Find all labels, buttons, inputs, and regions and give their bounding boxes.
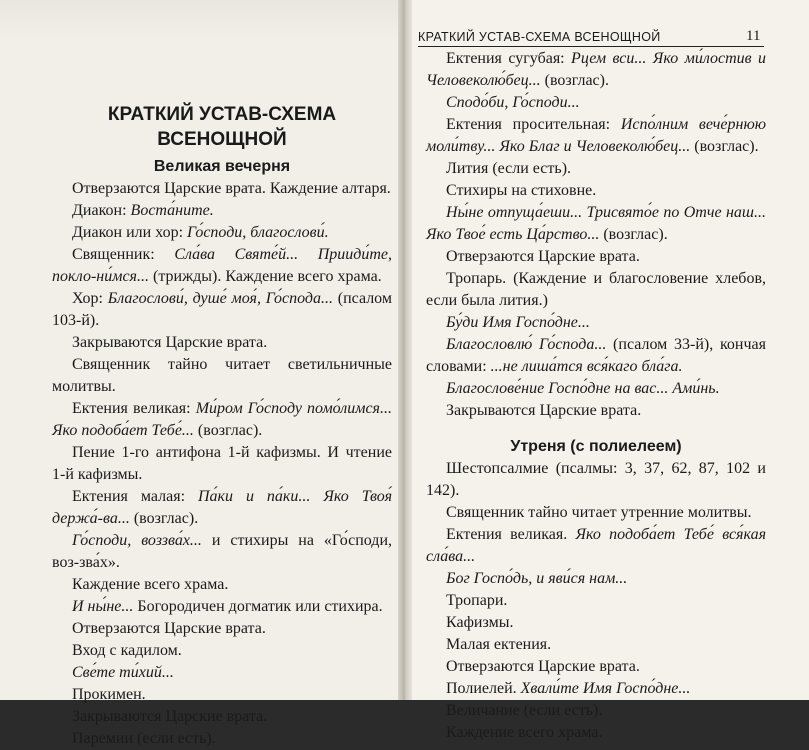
plain-text: Отверзаются Царские врата. [446, 248, 640, 265]
liturgical-text: И ны́не... [72, 598, 134, 615]
plain-text: Вход с кадилом. [72, 642, 182, 659]
liturgical-text: Го́споди, воззва́х... [72, 532, 202, 549]
liturgical-text: Воста́ните. [130, 202, 214, 219]
plain-text: (псалом 103-й). [52, 290, 392, 329]
text-paragraph [426, 524, 766, 568]
plain-text: (возглас). [540, 72, 609, 89]
plain-text: Богородичен догматик или стихира. [133, 598, 383, 615]
plain-text: (трижды). Каждение всего храма. [149, 268, 382, 285]
plain-text: Стихиры на стиховне. [446, 182, 597, 199]
liturgical-text: Рцем вси... Яко ми́лостив и Человеколю́бец... [426, 50, 767, 89]
text-paragraph [426, 180, 766, 202]
text-paragraph [426, 246, 766, 268]
text-paragraph [426, 312, 766, 334]
plain-text: Пение 1-го антифона 1-й кафизмы. И чтение 1-й кафизмы. [52, 444, 392, 483]
text-paragraph [426, 268, 766, 312]
plain-text: Закрываются Царские врата. [72, 334, 268, 351]
plain-text: Полиелей. [446, 680, 521, 697]
plain-text: Священник тайно читает утренние молитвы. [446, 504, 752, 521]
plain-text: (псалом 33-й), кончая словами: [426, 336, 767, 375]
text-paragraph [426, 722, 766, 744]
liturgical-text: Хвали́те Имя Госпо́дне... [520, 680, 691, 697]
plain-text: Тропарь. (Каждение и благословение хлебов, если была лития.) [426, 270, 766, 309]
plain-text: Каждение всего храма. [72, 576, 229, 593]
text-paragraph [52, 662, 392, 684]
text-paragraph [426, 678, 766, 700]
text-paragraph [426, 48, 766, 92]
right-text-body-top [426, 48, 766, 422]
right-column [426, 48, 766, 744]
text-paragraph [426, 502, 766, 524]
text-paragraph [426, 700, 766, 722]
plain-text: Величание (если есть). [446, 702, 603, 719]
text-paragraph [426, 378, 766, 400]
text-paragraph [426, 158, 766, 180]
plain-text: Ектения малая: [72, 488, 198, 505]
plain-text: Каждение всего храма. [446, 724, 603, 741]
text-paragraph [52, 244, 392, 288]
plain-text: и стихиры на «Го́споди, воз-зва́х». [52, 532, 393, 571]
plain-text: (возглас). [690, 138, 759, 155]
text-paragraph [52, 332, 392, 354]
plain-text: Диакон или хор: [72, 224, 188, 241]
text-paragraph [52, 486, 392, 530]
text-paragraph [426, 202, 766, 246]
plain-text: (возглас). [599, 226, 668, 243]
text-paragraph [52, 200, 392, 222]
plain-text: Священник: [72, 246, 175, 263]
text-paragraph [52, 728, 392, 750]
text-paragraph [52, 596, 392, 618]
book-gutter [398, 0, 412, 700]
liturgical-text: Благослови́, душе́ моя́, Го́спода... [107, 290, 333, 307]
plain-text: Шестопсалмие (псалмы: 3, 37, 62, 87, 102 и 142). [426, 460, 766, 499]
title-line-2: ВСЕНОЩНОЙ [157, 129, 287, 150]
plain-text: Отверзаются Царские врата. Каждение алтаря. [72, 180, 391, 197]
text-paragraph [426, 458, 766, 502]
liturgical-text: Испо́лним вече́рнюю моли́тву... Яко Благ и Человеколю́бец... [426, 116, 766, 155]
text-paragraph [52, 618, 392, 640]
liturgical-text: Благословлю́ Го́спода... [446, 336, 607, 353]
running-header: КРАТКИЙ УСТАВ-СХЕМА ВСЕНОЩНОЙ [418, 30, 764, 47]
text-paragraph [52, 288, 392, 332]
liturgical-text: Бу́ди Имя Госпо́дне... [446, 314, 590, 331]
text-paragraph [52, 640, 392, 662]
liturgical-text: Све́те ти́хий... [72, 664, 174, 681]
plain-text: Тропари. [446, 592, 508, 609]
right-text-body-bottom [426, 458, 766, 744]
text-paragraph [52, 222, 392, 244]
plain-text: Ектения сугубая: [446, 50, 572, 67]
plain-text: Ектения просительная: [446, 116, 621, 133]
liturgical-text: Бог Госпо́дь, и яви́ся нам... [446, 570, 628, 587]
plain-text: Паремии (если есть). [72, 730, 216, 747]
plain-text: Лития (если есть). [446, 160, 572, 177]
left-text-body [52, 178, 392, 750]
plain-text: Малая ектения. [446, 636, 552, 653]
liturgical-text: Ны́не отпуща́еши... Трисвято́е по Отче наш... Яко Твое́ есть Ца́рство... [426, 204, 766, 243]
left-page-top-edge [0, 0, 400, 40]
text-paragraph [426, 114, 766, 158]
liturgical-text: ...не лиша́тся вся́каго бла́га. [490, 358, 683, 375]
liturgical-text: Сподо́би, Го́споди... [446, 94, 580, 111]
text-paragraph [52, 178, 392, 200]
plain-text: Прокимен. [72, 686, 146, 703]
text-paragraph [52, 684, 392, 706]
plain-text: Ектения великая: [72, 400, 196, 417]
plain-text: Кафизмы. [446, 614, 514, 631]
title-line-1: КРАТКИЙ УСТАВ-СХЕМА [107, 104, 337, 125]
liturgical-text: Ми́ром Го́споду помо́лимся... Яко подоба́ет Тебе́... [52, 400, 392, 439]
page-number: 11 [746, 28, 761, 44]
page-title [52, 102, 392, 152]
plain-text: Отверзаются Царские врата. [446, 658, 640, 675]
section-heading-matins: Утреня (с полиелеем) [510, 438, 682, 455]
left-column [52, 102, 392, 750]
plain-text: Отверзаются Царские врата. [72, 620, 266, 637]
text-paragraph [52, 354, 392, 398]
section-heading-vespers: Великая вечерня [153, 158, 291, 175]
text-paragraph [426, 334, 766, 378]
text-paragraph [52, 706, 392, 728]
text-paragraph [52, 574, 392, 596]
plain-text: Закрываются Царские врата. [72, 708, 268, 725]
plain-text: (возглас). [193, 422, 263, 439]
plain-text: Закрываются Царские врата. [446, 402, 642, 419]
liturgical-text: Сла́ва Святе́й... Прииди́те, покло-ни́мся... [52, 246, 393, 285]
plain-text: (возглас). [129, 510, 199, 527]
text-paragraph [426, 568, 766, 590]
plain-text: Хор: [72, 290, 108, 307]
text-paragraph [426, 92, 766, 114]
liturgical-text: Яко подоба́ет Тебе́ вся́кая сла́ва... [426, 526, 767, 565]
text-paragraph [426, 612, 766, 634]
text-paragraph [426, 656, 766, 678]
plain-text: Диакон: [72, 202, 131, 219]
liturgical-text: Благослове́ние Госпо́дне на вас... Ами́нь. [446, 380, 720, 397]
text-paragraph [426, 590, 766, 612]
plain-text: Священник тайно читает светильничные молитвы. [52, 356, 392, 395]
text-paragraph [52, 398, 392, 442]
text-paragraph [426, 634, 766, 656]
text-paragraph [52, 530, 392, 574]
liturgical-text: Па́ки и па́ки... Яко Твоя́ держа́-ва... [52, 488, 393, 527]
text-paragraph [52, 442, 392, 486]
text-paragraph [426, 400, 766, 422]
liturgical-text: Го́споди, благослови́. [187, 224, 329, 241]
plain-text: Ектения великая. [446, 526, 576, 543]
